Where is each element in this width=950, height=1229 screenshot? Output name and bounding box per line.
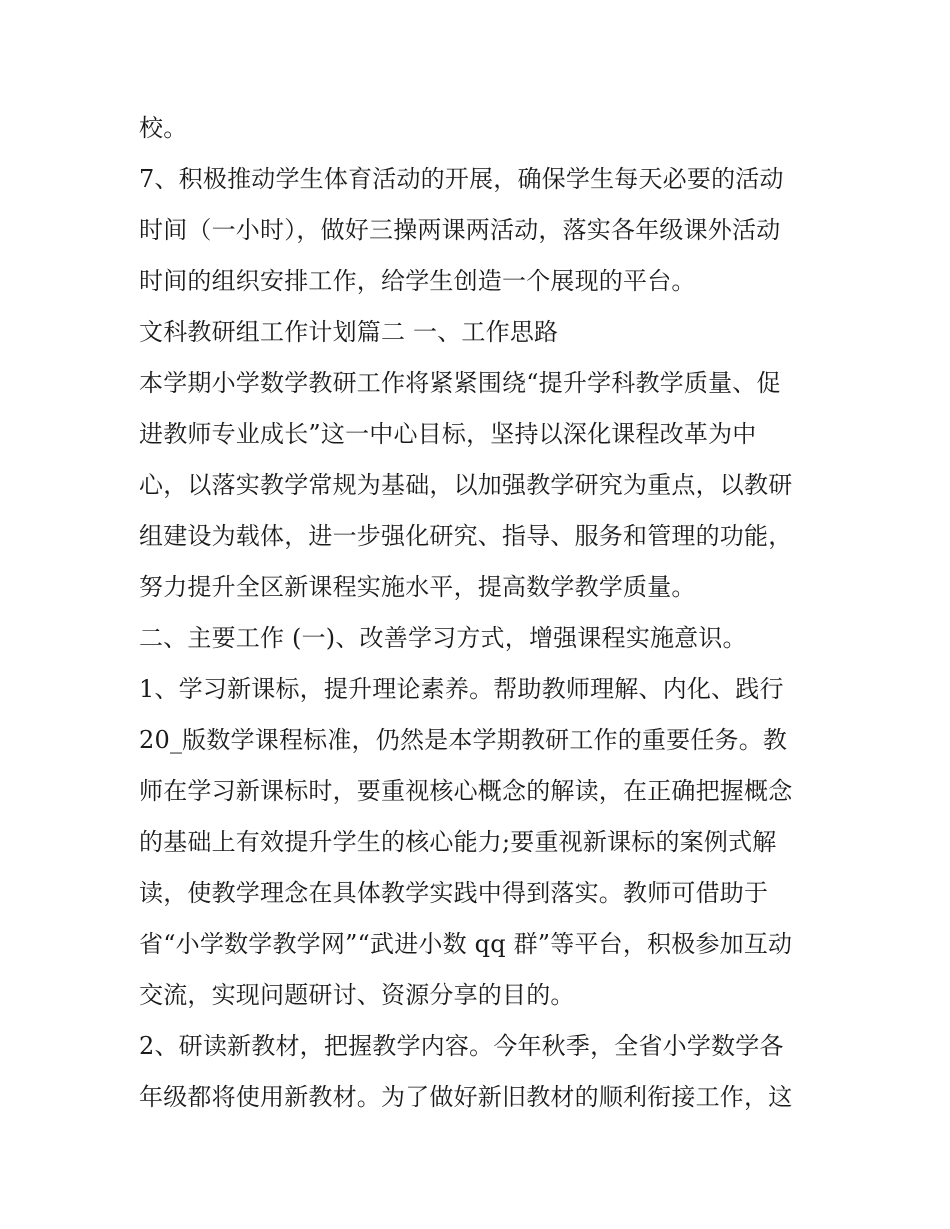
body-text bbox=[139, 106, 819, 1126]
section-heading: 文科教研组工作计划篇二 一、工作思路 bbox=[139, 318, 559, 346]
text-line: 2、研读新教材，把握教学内容。今年秋季，全省小学数学各 bbox=[139, 1032, 784, 1060]
text-line: 师在学习新课标时，要重视核心概念的解读，在正确把握概念 bbox=[139, 777, 793, 805]
text-line: 时间（一小时），做好三操两课两活动，落实各年级课外活动 bbox=[139, 216, 781, 244]
text-line: 组建设为载体，进一步强化研究、指导、服务和管理的功能， bbox=[139, 522, 793, 550]
text-line: 读，使教学理念在具体教学实践中得到落实。教师可借助于 bbox=[139, 879, 769, 907]
section-heading: 二、主要工作 (一)、改善学习方式，增强课程实施意识。 bbox=[139, 624, 747, 652]
text-line: 努力提升全区新课程实施水平，提高数学教学质量。 bbox=[139, 573, 696, 601]
text-line: 的基础上有效提升学生的核心能力;要重视新课标的案例式解 bbox=[139, 828, 777, 856]
text-line: 省“小学数学教学网”“武进小数 qq 群”等平台，积极参加互动 bbox=[139, 930, 793, 958]
text-line: 交流，实现问题研讨、资源分享的目的。 bbox=[139, 981, 575, 1009]
text-line: 20_版数学课程标准，仍然是本学期教研工作的重要任务。教 bbox=[139, 726, 788, 754]
text-line: 7、积极推动学生体育活动的开展，确保学生每天必要的活动 bbox=[139, 165, 784, 193]
text-line: 校。 bbox=[139, 114, 188, 142]
text-line: 1、学习新课标，提升理论素养。帮助教师理解、内化、践行 bbox=[139, 675, 784, 703]
text-line: 心，以落实教学常规为基础，以加强教学研究为重点，以教研 bbox=[139, 471, 793, 499]
text-line: 时间的组织安排工作，给学生创造一个展现的平台。 bbox=[139, 267, 696, 295]
text-line: 本学期小学数学教研工作将紧紧围绕“提升学科教学质量、促 bbox=[139, 369, 781, 397]
text-line: 年级都将使用新教材。为了做好新旧教材的顺利衔接工作，这 bbox=[139, 1083, 793, 1111]
text-line: 进教师专业成长”这一中心目标，坚持以深化课程改革为中 bbox=[139, 420, 757, 448]
